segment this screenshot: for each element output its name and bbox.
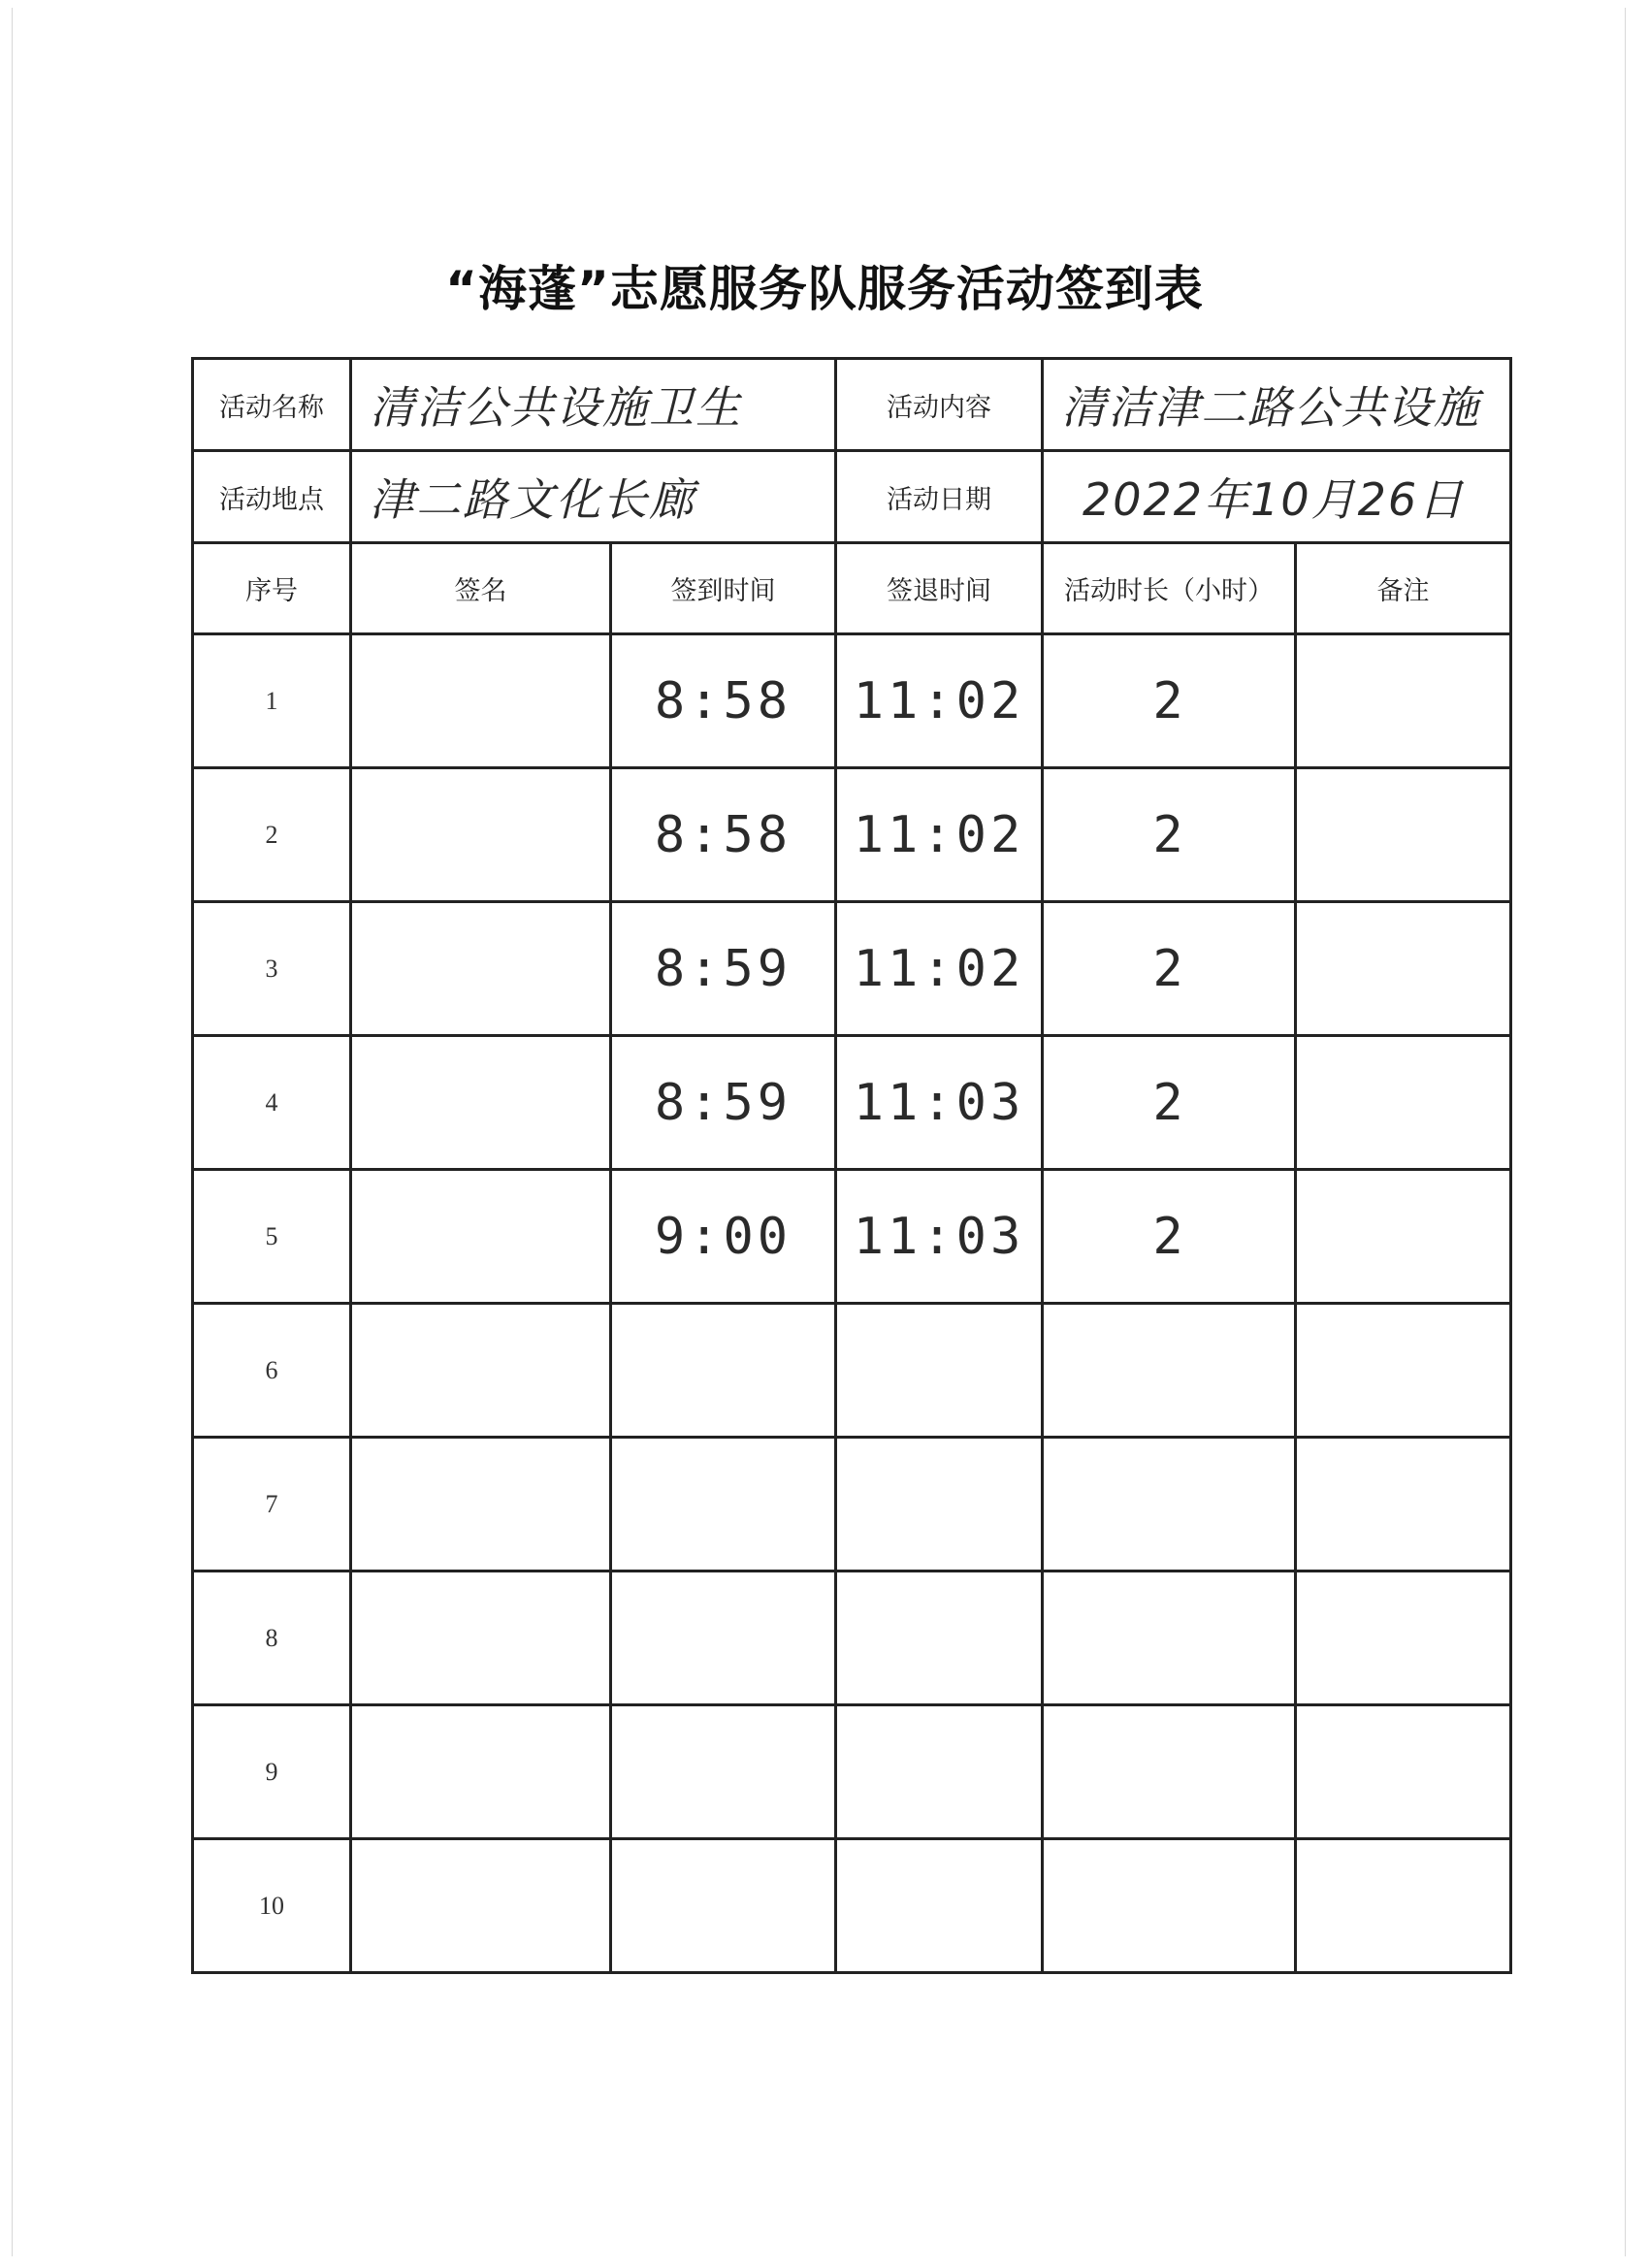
row-remarks <box>1296 902 1511 1036</box>
row-remarks <box>1296 1705 1511 1839</box>
header-sign-out: 签退时间 <box>836 543 1043 634</box>
page-title: “海蓬”志愿服务队服务活动签到表 <box>445 261 1204 317</box>
row-signature <box>351 1304 611 1438</box>
row-seq: 8 <box>193 1571 351 1705</box>
row-signature <box>351 1571 611 1705</box>
row-duration: 2 <box>1043 1036 1296 1170</box>
row-duration: 2 <box>1043 768 1296 902</box>
activity-content-cell <box>1043 359 1511 451</box>
row-duration: 2 <box>1043 1170 1296 1304</box>
row-duration <box>1043 1304 1296 1438</box>
table-row <box>193 768 1511 902</box>
row-seq: 6 <box>193 1304 351 1438</box>
row-sign-out-time: 11:02 <box>836 902 1043 1036</box>
header-remarks: 备注 <box>1296 543 1511 634</box>
table-row <box>193 634 1511 768</box>
row-remarks <box>1296 1571 1511 1705</box>
activity-name-label: 活动名称 <box>193 359 351 451</box>
row-sign-out-time <box>836 1839 1043 1973</box>
row-seq: 5 <box>193 1170 351 1304</box>
row-signature <box>351 1170 611 1304</box>
table-row <box>193 1705 1511 1839</box>
row-remarks <box>1296 1839 1511 1973</box>
table-row <box>193 1304 1511 1438</box>
row-remarks <box>1296 1036 1511 1170</box>
row-sign-in-time: 8:58 <box>611 634 836 768</box>
row-signature <box>351 1705 611 1839</box>
row-duration: 2 <box>1043 634 1296 768</box>
activity-date-value: 2022年10月26日 <box>1083 473 1466 526</box>
activity-location-label: 活动地点 <box>193 451 351 543</box>
activity-content-value: 清洁津二路公共设施 <box>1061 381 1480 434</box>
row-sign-out-time: 11:03 <box>836 1036 1043 1170</box>
row-remarks <box>1296 1438 1511 1571</box>
row-sign-in-time <box>611 1438 836 1571</box>
row-duration: 2 <box>1043 902 1296 1036</box>
row-sign-in-time <box>611 1839 836 1973</box>
row-sign-in-time: 8:59 <box>611 1036 836 1170</box>
row-duration <box>1043 1705 1296 1839</box>
activity-location-value: 津二路文化长廊 <box>370 473 695 526</box>
row-seq: 2 <box>193 768 351 902</box>
activity-name-value: 清洁公共设施卫生 <box>370 381 742 434</box>
row-signature <box>351 1839 611 1973</box>
row-sign-in-time <box>611 1571 836 1705</box>
activity-location-cell <box>351 451 836 543</box>
row-sign-out-time <box>836 1705 1043 1839</box>
row-remarks <box>1296 1304 1511 1438</box>
row-signature <box>351 1036 611 1170</box>
row-seq: 1 <box>193 634 351 768</box>
table-row <box>193 1438 1511 1571</box>
header-seq: 序号 <box>193 543 351 634</box>
activity-content-label: 活动内容 <box>836 359 1043 451</box>
header-sign-in: 签到时间 <box>611 543 836 634</box>
activity-date-label: 活动日期 <box>836 451 1043 543</box>
header-duration: 活动时长（小时） <box>1043 543 1296 634</box>
row-signature <box>351 902 611 1036</box>
row-sign-in-time <box>611 1705 836 1839</box>
row-duration <box>1043 1438 1296 1571</box>
table-row <box>193 1571 1511 1705</box>
row-sign-out-time: 11:03 <box>836 1170 1043 1304</box>
row-sign-out-time: 11:02 <box>836 768 1043 902</box>
row-seq: 9 <box>193 1705 351 1839</box>
row-sign-in-time: 8:58 <box>611 768 836 902</box>
row-signature <box>351 768 611 902</box>
table-row <box>193 902 1511 1036</box>
row-remarks <box>1296 768 1511 902</box>
row-signature <box>351 634 611 768</box>
header-signature: 签名 <box>351 543 611 634</box>
row-sign-out-time <box>836 1571 1043 1705</box>
row-seq: 10 <box>193 1839 351 1973</box>
row-seq: 4 <box>193 1036 351 1170</box>
activity-name-cell <box>351 359 836 451</box>
row-seq: 7 <box>193 1438 351 1571</box>
row-duration <box>1043 1571 1296 1705</box>
info-row-name <box>193 359 1511 451</box>
sign-in-table <box>191 357 1512 1974</box>
row-sign-out-time <box>836 1304 1043 1438</box>
activity-date-cell <box>1043 451 1511 543</box>
row-sign-out-time <box>836 1438 1043 1571</box>
column-header-row <box>193 543 1511 634</box>
row-remarks <box>1296 1170 1511 1304</box>
row-duration <box>1043 1839 1296 1973</box>
table-row <box>193 1170 1511 1304</box>
row-remarks <box>1296 634 1511 768</box>
table-row <box>193 1839 1511 1973</box>
row-sign-in-time: 9:00 <box>611 1170 836 1304</box>
row-sign-in-time <box>611 1304 836 1438</box>
table-row <box>193 1036 1511 1170</box>
row-sign-in-time: 8:59 <box>611 902 836 1036</box>
row-seq: 3 <box>193 902 351 1036</box>
row-signature <box>351 1438 611 1571</box>
row-sign-out-time: 11:02 <box>836 634 1043 768</box>
info-row-location <box>193 451 1511 543</box>
